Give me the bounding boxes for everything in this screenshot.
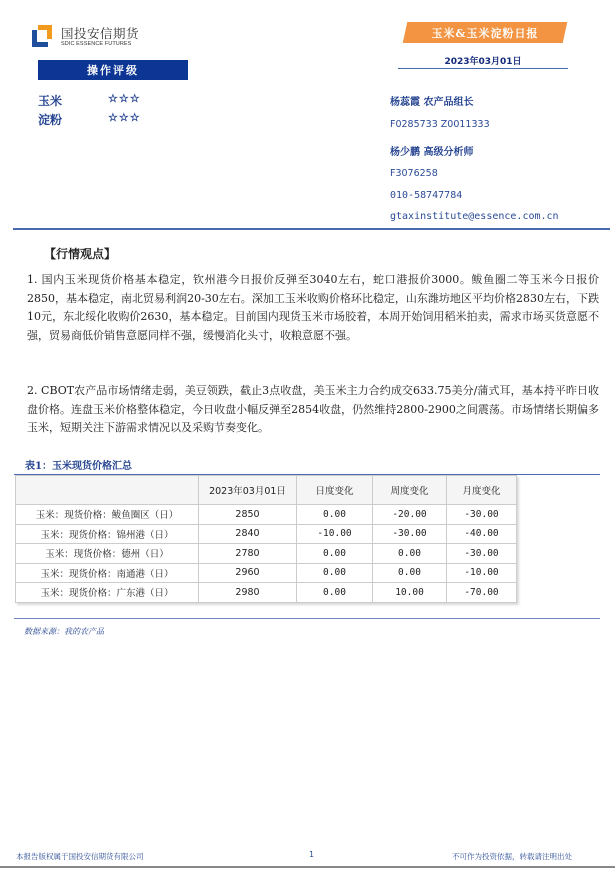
footer-divider	[0, 866, 615, 868]
paragraph-2: 2. CBOT农产品市场情绪走弱，美豆领跌，截止3点收盘，美玉米主力合约成交633.75美分/蒲式耳，基本持平昨日收盘价格。连盘玉米价格整体稳定，今日收盘小幅反弹至2854收盘，仍然维持2800-2900之间震荡。市场情绪长期偏多玉米，短期关注下游需求情况以及采购节奏变化。	[27, 384, 599, 434]
paragraph-1: 1. 国内玉米现货价格基本稳定，钦州港今日报价反弹至3040左右，蛇口港报价3000。鲅鱼圈二等玉米今日报价2850，基本稳定，南北贸易利润20-30左右。深加工玉米收购价格环比稳定，山东潍坊地区平均价格2830左右，下跌10元，东北绥化收购价2630，基本稳定。目前国内现货玉米市场胶着，本周开始饲用稻米拍卖，需求市场买货意愿不强，贸易商低价销售意愿同样不强，缓慢消化头寸，收粮意愿不强。	[27, 273, 599, 342]
table-header-cell: 2023年03月01日	[199, 476, 297, 505]
table-cell: 0.00	[297, 583, 373, 603]
table-header-row	[16, 476, 517, 505]
page-number: 1	[309, 850, 315, 859]
report-date: 2023年03月01日	[444, 57, 522, 67]
star-rating-icon: ☆☆☆	[108, 111, 141, 124]
rating-name: 淀粉	[38, 113, 63, 127]
contact-phone: 010-58747784	[390, 190, 463, 201]
logo-mark-icon	[32, 25, 54, 50]
table-row	[16, 583, 517, 603]
analyst-1-id: F0285733 Z0011333	[390, 119, 490, 130]
table-cell: -30.00	[447, 505, 517, 525]
report-title: 玉米&玉米淀粉日报	[431, 26, 539, 40]
table-cell: 玉米：现货价格：南通港（日）	[16, 563, 199, 583]
contact-email[interactable]: gtaxinstitute@essence.com.cn	[390, 211, 559, 222]
rating-row-corn	[38, 92, 141, 109]
analyst-1-name: 杨蕊霞 农产品组长	[390, 97, 474, 108]
table-cell: -10.00	[447, 563, 517, 583]
table-cell: -30.00	[373, 524, 447, 544]
section-title: 【行情观点】	[44, 247, 117, 261]
table-row	[16, 505, 517, 525]
rating-title-bar: 操作评级	[38, 60, 188, 80]
star-rating-icon: ☆☆☆	[108, 92, 141, 105]
rating-row-starch	[38, 111, 141, 128]
rating-name: 玉米	[38, 94, 63, 108]
table-row	[16, 544, 517, 564]
table-cell: 玉米：现货价格：德州（日）	[16, 544, 199, 564]
table-cell: -70.00	[447, 583, 517, 603]
logo-en-text: SDIC ESSENCE FUTURES	[61, 41, 132, 47]
table-cell: 玉米：现货价格：鲅鱼圈区（日）	[16, 505, 199, 525]
table-cell: 10.00	[373, 583, 447, 603]
table-cell: 0.00	[373, 544, 447, 564]
date-divider	[398, 68, 568, 69]
table-cell: 0.00	[297, 544, 373, 564]
table-row	[16, 563, 517, 583]
table-row	[16, 524, 517, 544]
table-cell: 玉米：现货价格：锦州港（日）	[16, 524, 199, 544]
table-cell: 2960	[199, 563, 297, 583]
table-cell: 2980	[199, 583, 297, 603]
analyst-2-id: F3076258	[390, 168, 438, 179]
header-divider	[13, 228, 610, 230]
table-cell: -40.00	[447, 524, 517, 544]
table-cell: 0.00	[297, 563, 373, 583]
table-cell: 2840	[199, 524, 297, 544]
table-cell: 2850	[199, 505, 297, 525]
source-divider	[14, 618, 600, 619]
table-caption: 表1：玉米现货价格汇总	[25, 461, 132, 472]
logo-cn-text: 国投安信期货	[61, 26, 140, 41]
table-cell: -10.00	[297, 524, 373, 544]
footer-disclaimer: 不可作为投资依据，转载请注明出处	[452, 852, 572, 861]
analyst-2-name: 杨少鹏 高级分析师	[390, 147, 474, 158]
table-cell: -30.00	[447, 544, 517, 564]
company-logo	[32, 25, 139, 50]
table-header-cell: 日度变化	[297, 476, 373, 505]
table-cell: 0.00	[373, 563, 447, 583]
data-source: 数据来源：我的农产品	[24, 627, 104, 636]
spot-price-table	[15, 475, 517, 603]
table-header-cell: 月度变化	[447, 476, 517, 505]
footer-copyright: 本报告版权属于国投安信期货有限公司	[16, 852, 144, 861]
table-header-cell	[16, 476, 199, 505]
table-cell: 0.00	[297, 505, 373, 525]
table-cell: -20.00	[373, 505, 447, 525]
table-cell: 2780	[199, 544, 297, 564]
table-cell: 玉米：现货价格：广东港（日）	[16, 583, 199, 603]
table-header-cell: 周度变化	[373, 476, 447, 505]
